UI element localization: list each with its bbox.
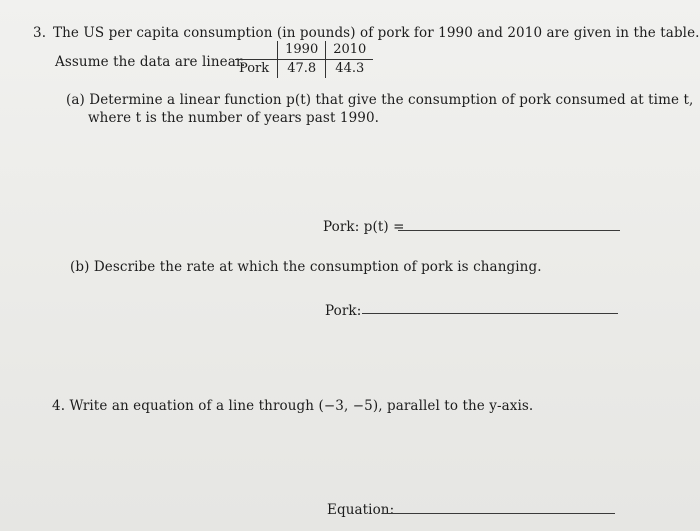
table-cell-1990-value: 47.8 <box>278 60 326 79</box>
problem-4-question: 4. Write an equation of a line through (−3, −5), parallel to the y-axis. <box>52 398 534 414</box>
part-a-line-2: where t is the number of years past 1990. <box>88 110 380 126</box>
part-b-answer-line[interactable] <box>362 313 618 314</box>
problem-3-number: 3. <box>33 25 47 41</box>
part-b-question: (b) Describe the rate at which the consumption of pork is changing. <box>70 259 542 275</box>
table-header-row <box>235 41 373 60</box>
table-row-label: Pork <box>239 61 270 76</box>
pork-consumption-table <box>235 41 373 78</box>
problem-3-assume: Assume the data are linear. <box>55 54 246 70</box>
part-a-answer-line[interactable] <box>398 230 620 231</box>
table-header-year-2010: 2010 <box>326 41 374 60</box>
part-b-answer-label: Pork: <box>325 303 362 319</box>
table-cell-2010-value: 44.3 <box>326 60 374 79</box>
table-row-pork <box>235 60 373 79</box>
table-header-year-1990: 1990 <box>278 41 326 60</box>
problem-3-intro: The US per capita consumption (in pounds) of pork for 1990 and 2010 are given in the table. <box>53 25 700 41</box>
problem-4-answer-line[interactable] <box>383 513 615 514</box>
table-corner-cell <box>235 41 278 60</box>
part-a-answer-label: Pork: p(t) = <box>323 219 405 235</box>
problem-4-answer-label: Equation: <box>327 502 395 518</box>
part-a-line-1: (a) Determine a linear function p(t) that give the consumption of pork consumed at time t, <box>66 92 694 108</box>
